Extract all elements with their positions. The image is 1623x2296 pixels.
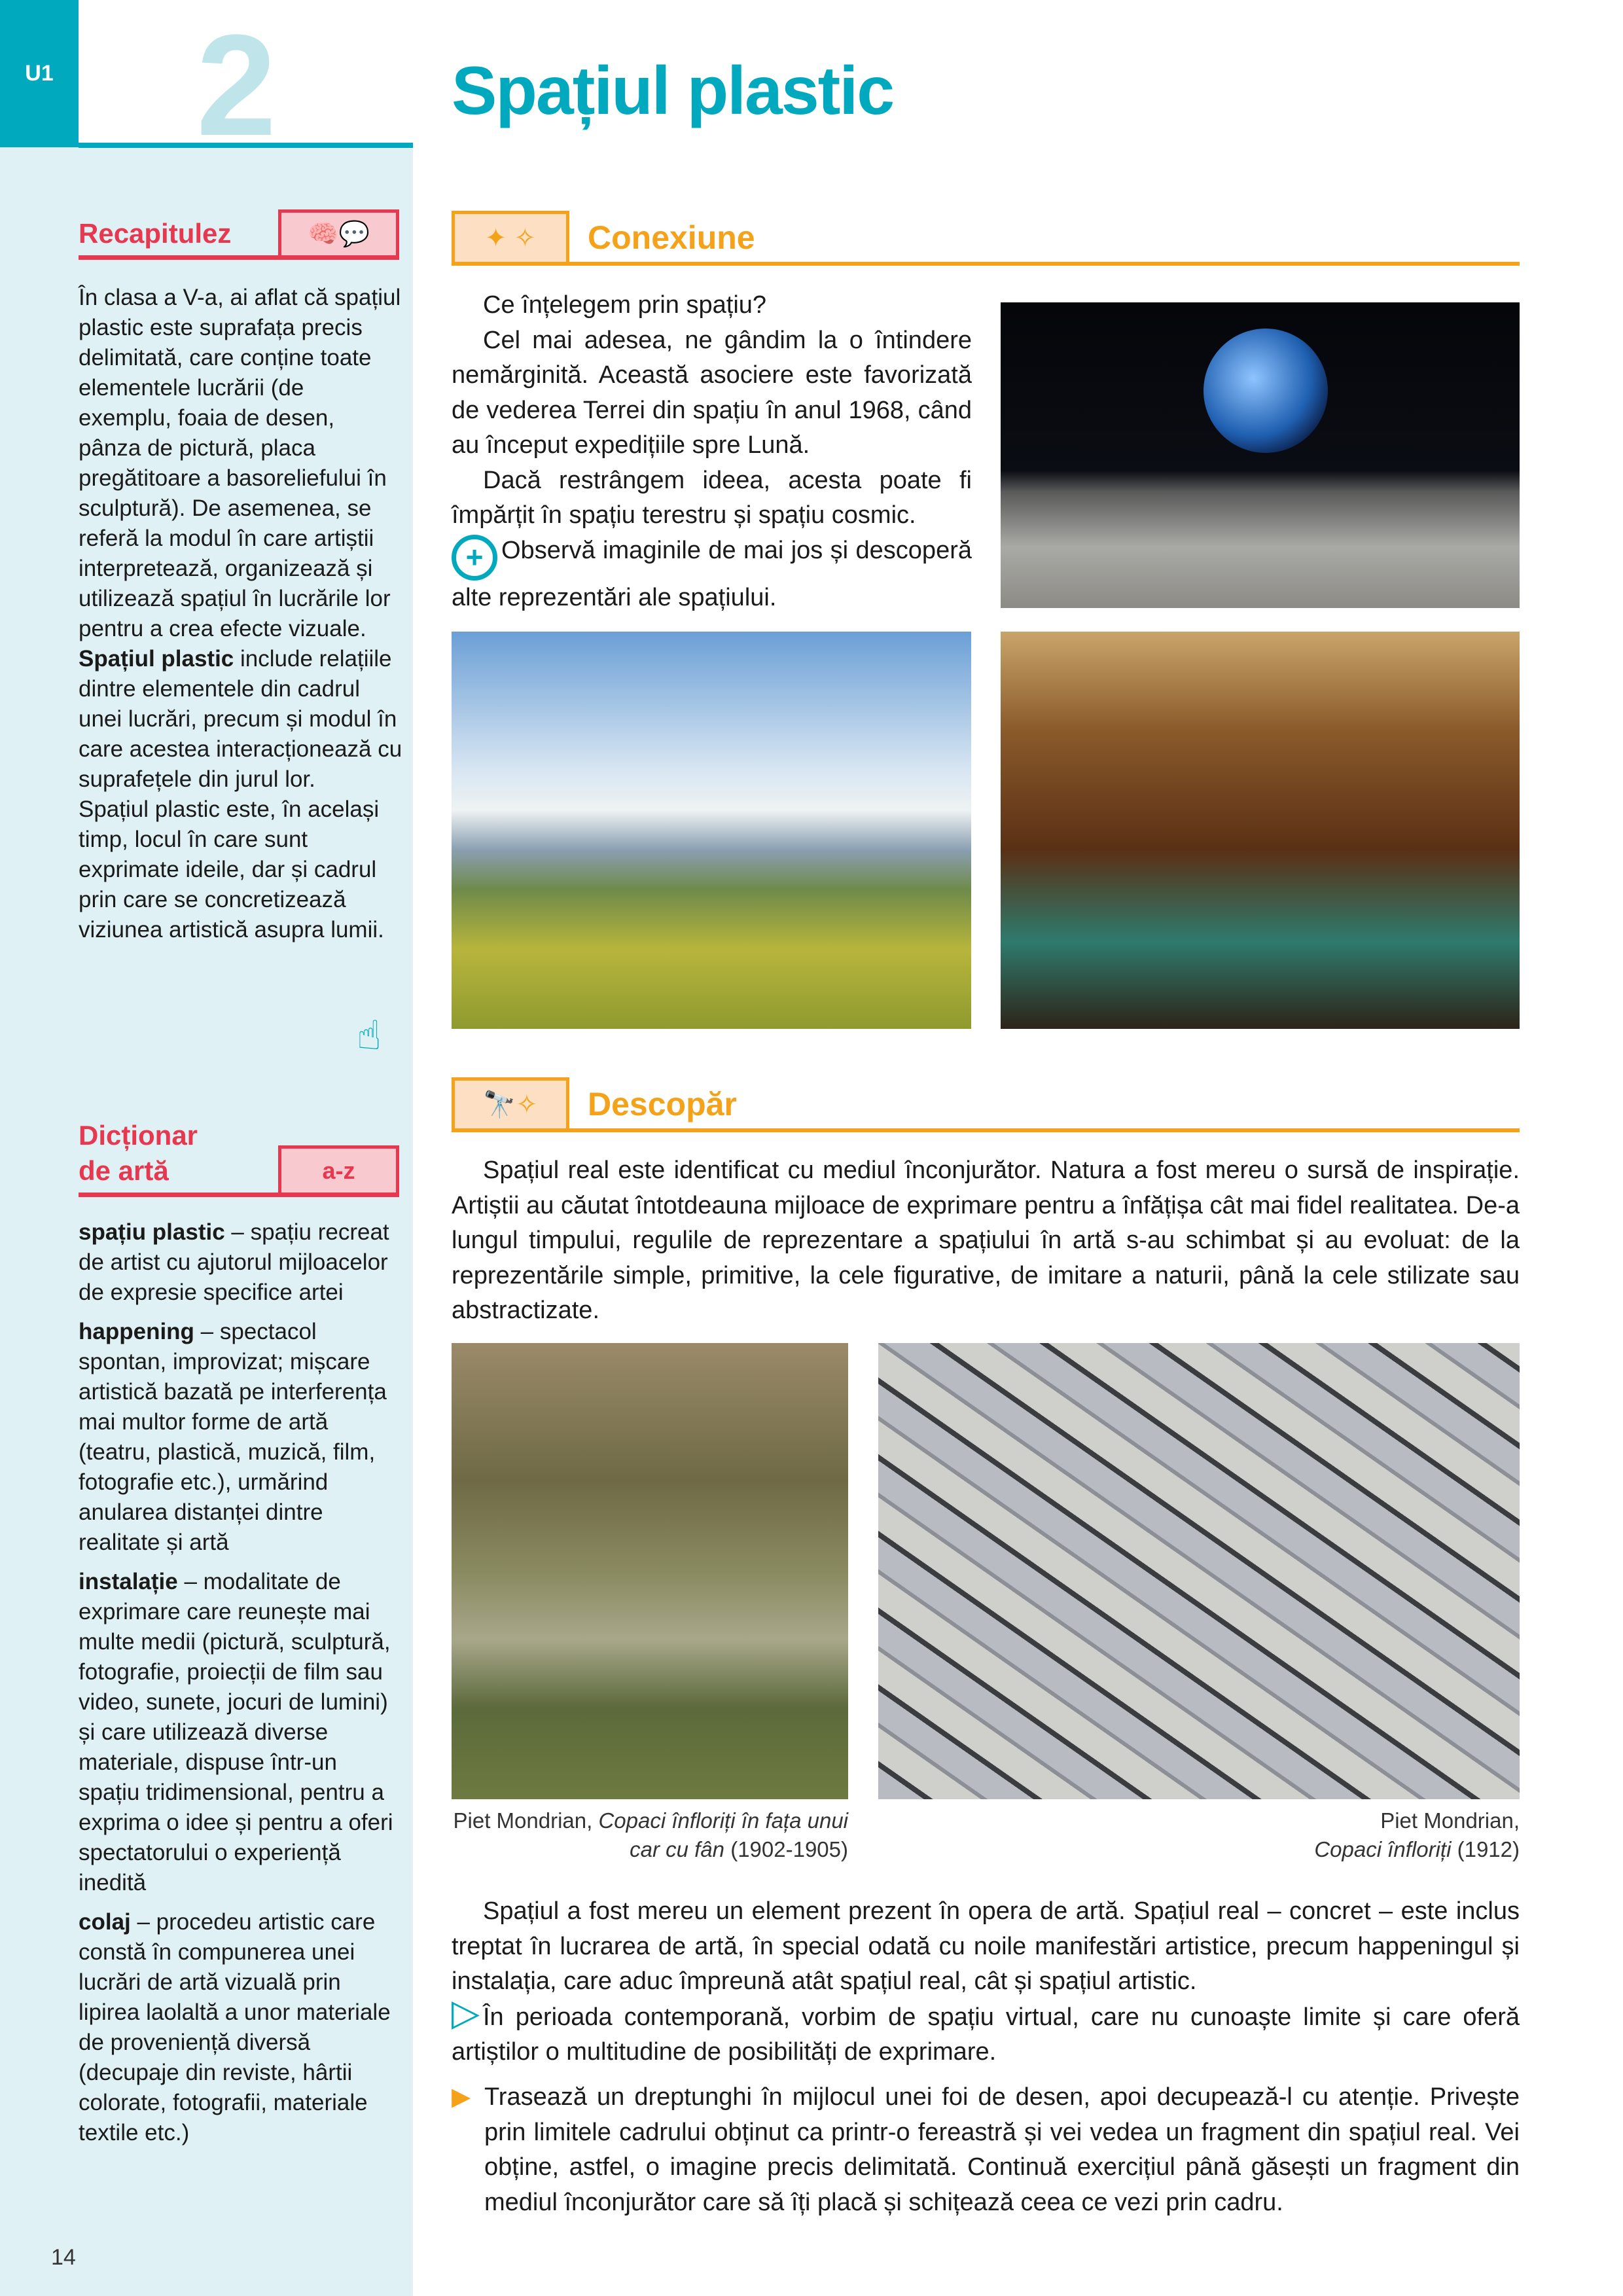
paragraph: Dacă restrângem ideea, acesta poate fi împărțit în spațiu terestru și spațiu cosmic. (452, 466, 972, 529)
page-number: 14 (51, 2245, 76, 2270)
page-title: Spațiul plastic (452, 53, 894, 129)
mondrian-painting-1912 (878, 1343, 1520, 1799)
descopar-text (452, 1153, 1520, 1329)
telescope-icon: 🔭✧ (452, 1077, 569, 1128)
caption-2: Piet Mondrian, Copaci înfloriți (1912) (1314, 1808, 1520, 1861)
dictionary-header (79, 1118, 399, 1197)
recap-paragraph: Spațiul plastic este, în același timp, locul în care sunt exprimate ideile, dar și cadrul prin care se concretizează viziunea artistică asupra lumii. (79, 797, 384, 942)
paragraph: ▷ În perioada contemporană, vorbim de spațiu virtual, care nu cunoaște limite și care oferă artiștilor o multitudine de posibilități de exprimare. (452, 1991, 1520, 2066)
dictionary-entry: happening – spectacol spontan, improvizat; mișcare artistică bazată pe interferența mai multor forme de artă (teatru, plastică, muzică, film, fotografie etc.), urmărind anularea distanței dintre realitate și artă (79, 1319, 387, 1555)
recap-heading: Recapitulez (79, 218, 232, 249)
descopar-header (452, 1077, 1520, 1132)
bullet-arrow-icon: ▶ (452, 2083, 471, 2111)
dictionary-entry: instalație – modalitate de exprimare care reunește mai multe medii (pictură, sculptură, fotografie, proiecții de film sau video, sunete, jocuri de lumini) și care utilizează diverse materiale, dispuse într-un spațiu tridimensional, pentru a exprima o idee și pentru a oferi spectatorului o experiență inedită (79, 1569, 393, 1895)
task-text: Trasează un dreptunghi în mijlocul unei foi de desen, apoi decupează-l cu atenție. Privește prin limitele cadrului obținut ca printr-o fereastră și vei vedea un fragment din spațiul real. Vei obține, astfel, o imagine precis delimitată. Continuă exercițiul până găsești un fragment din mediul înconjurător care să îți placă și schițează ceea ce vezi prin cadru. (484, 2083, 1520, 2216)
recap-paragraph: În clasa a V-a, ai aflat că spațiul plastic este suprafața precis delimitată, care conține toate elementele lucrării (de exemplu, foaia de desen, pânza de pictură, placa pregătitoare a basoreliefului în sculptură). De asemenea, se referă la modul în care artiștii interpretează, organizează și utilizează spațiul în lucrările lor pentru a crea efecte vizuale. (79, 285, 401, 641)
play-icon: ▷ (452, 1991, 480, 2033)
paragraph: Ce înțelegem prin spațiu? (483, 291, 767, 319)
earth-from-moon-image (1001, 302, 1520, 608)
unit-badge: U1 (0, 0, 79, 147)
dictionary-entry: spațiu plastic – spațiu recreat de artist cu ajutorul mijloacelor de expresie specifice artei (79, 1219, 389, 1305)
magnifier-icon: + (452, 535, 497, 581)
landscape-image (452, 632, 971, 1029)
conexiune-heading: Conexiune (588, 219, 755, 256)
mondrian-painting-1902 (452, 1343, 848, 1799)
conexiune-text (452, 288, 972, 615)
recap-header (79, 209, 399, 260)
paragraph: Cel mai adesea, ne gândim la o întindere nemărginită. Această asociere este favorizată de vederea Terrei din spațiu în anul 1968, când au început expedițiile spre Lună. (452, 326, 972, 459)
constellation-icon: ✦ ✧ (452, 211, 569, 262)
caption-1: Piet Mondrian, Copaci înfloriți în fața unui car cu fân (1902-1905) (453, 1808, 848, 1861)
dictionary-heading: de artă (79, 1155, 169, 1186)
descopar-heading: Descopăr (588, 1086, 737, 1122)
dictionary-icon: a-z (278, 1145, 399, 1193)
paragraph: + Observă imaginile de mai jos și descoperă alte reprezentări ale spațiului. (452, 533, 972, 616)
paragraph: Spațiul a fost mereu un element prezent în opera de artă. Spațiul real – concret – este inclus treptat în lucrarea de artă, în special odată cu noile manifestări artistice, precum happeningul și instalația, care aduc împreună atât spațiul real, cât și spațiul artistic. (452, 1897, 1520, 1995)
recap-text (79, 283, 402, 945)
recap-paragraph: Spațiul plastic include relațiile dintre elementele din cadrul unei lucrări, precum și modul în care acestea interacționează cu suprafețele din jurul lor. (79, 646, 402, 792)
pointer-hand-icon[interactable]: ☝ (357, 1013, 382, 1058)
dictionary-entry: colaj – procedeu artistic care constă în compunerea unei lucrări de artă vizuală prin lipirea laolaltă a unor materiale de proveniență diversă (decupaje din reviste, hârtii colorate, fotografii, materiale textile etc.) (79, 1909, 391, 2145)
lesson-number: 2 (196, 5, 277, 166)
task (452, 2080, 1520, 2220)
conexiune-header (452, 211, 1520, 266)
paragraph: Spațiul real este identificat cu mediul înconjurător. Natura a fost mereu o sursă de inspirație. Artiștii au căutat întotdeauna mijloace de exprimare pentru a înfățișa cât mai fidel realitatea. De-a lungul timpului, regulile de reprezentare a spațiului în artă s-au schimbat și au evoluat: de la reprezentările simple, primitive, la cele figurative, de imitare a naturii, până la cele stilizate sau abstractizate. (452, 1157, 1520, 1324)
dictionary-heading: Dicționar (79, 1120, 198, 1151)
dictionary-list (79, 1217, 402, 2148)
brain-speech-icon: 🧠💬 (278, 209, 399, 255)
library-image (1001, 632, 1520, 1029)
descopar-text-2 (452, 1894, 1520, 2070)
